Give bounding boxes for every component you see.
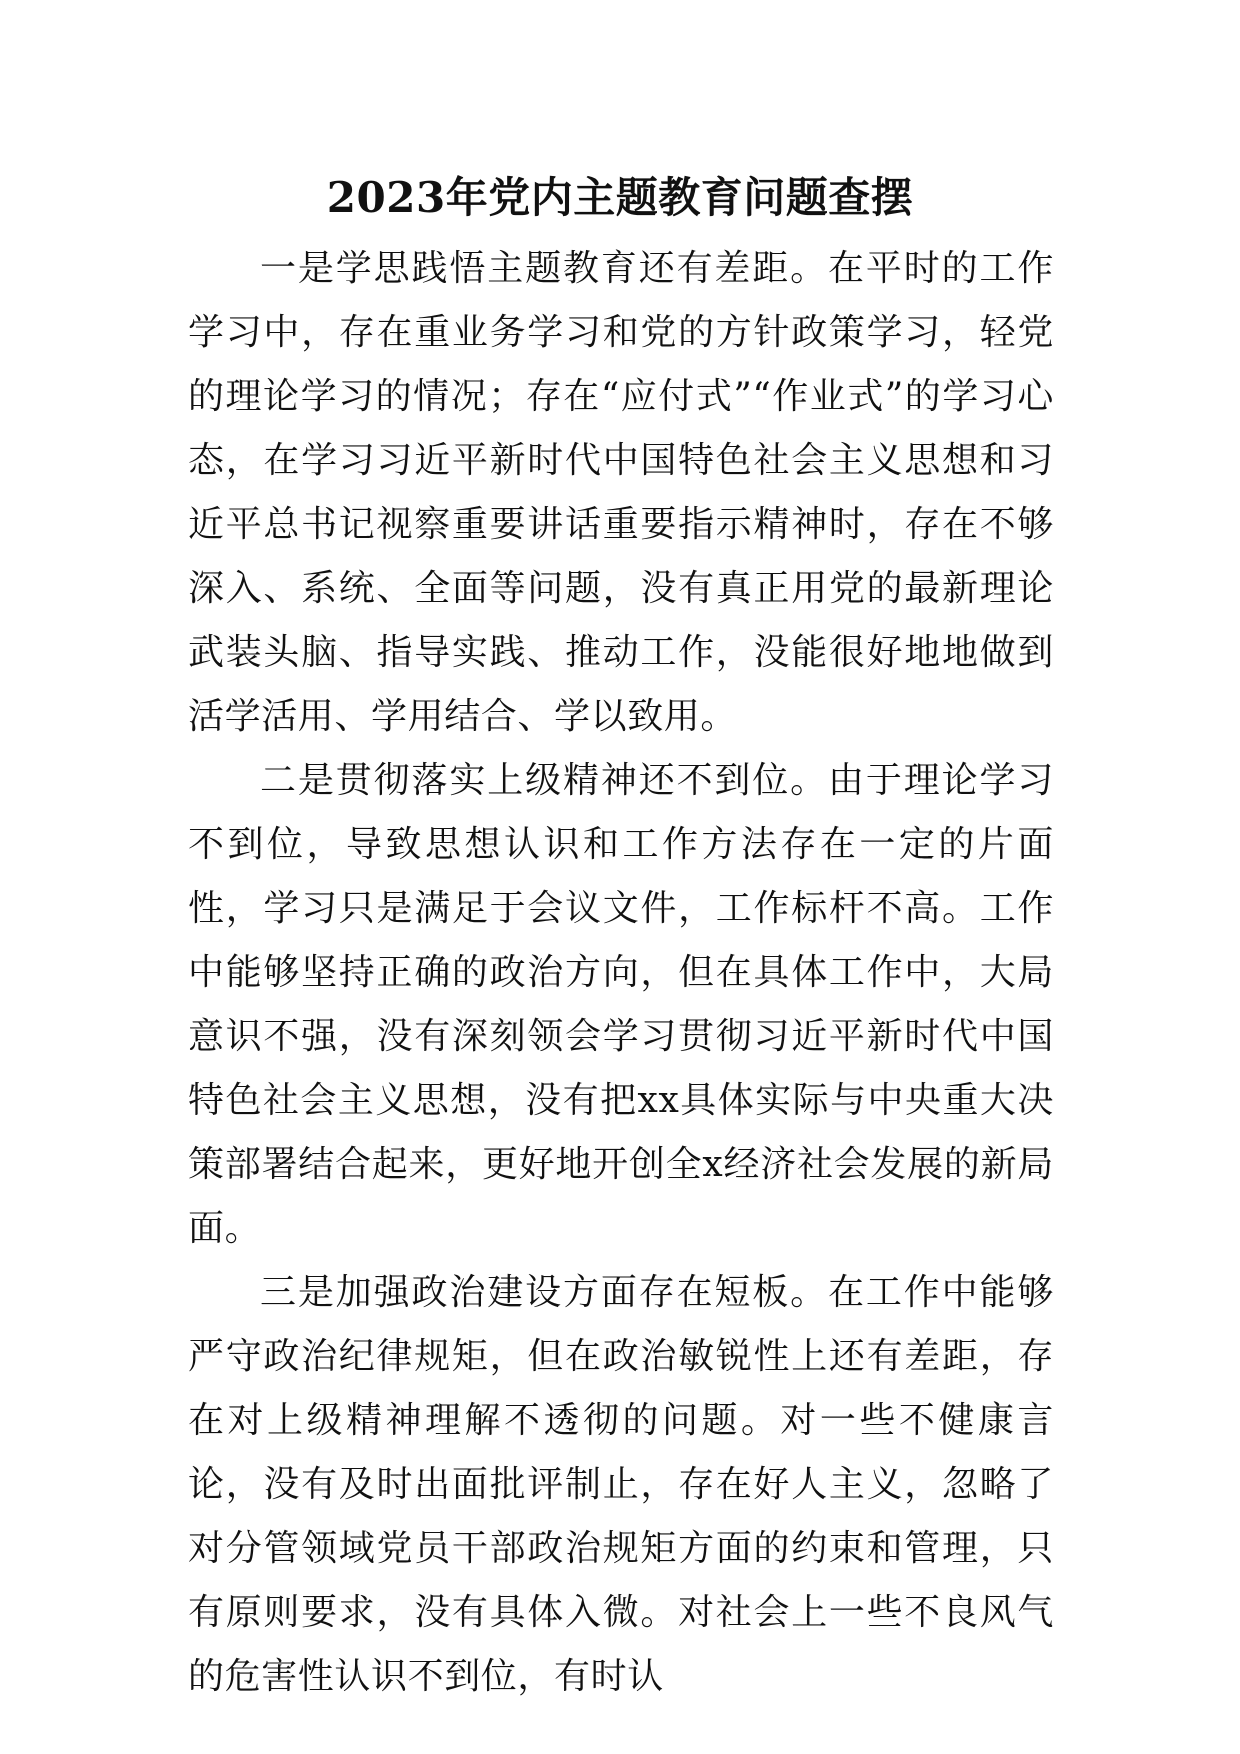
- document-title: 2023年党内主题教育问题查摆: [326, 173, 914, 222]
- paragraph-2: 二是贯彻落实上级精神还不到位。由于理论学习不到位，导致思想认识和工作方法存在一定的片面性，学习只是满足于会议文件，工作标杆不高。工作中能够坚持正确的政治方向，但在具体工作中，大局意识不强，没有深刻领会学习贯彻习近平新时代中国特色社会主义思想，没有把xx具体实际与中央重大决策部署结合起来，更好地开创全x经济社会发展的新局面。: [188, 760, 1054, 1249]
- paragraph-3: 三是加强政治建设方面存在短板。在工作中能够严守政治纪律规矩，但在政治敏锐性上还有差距，存在对上级精神理解不透彻的问题。对一些不健康言论，没有及时出面批评制止，存在好人主义，忽略了对分管领域党员干部政治规矩方面的约束和管理，只有原则要求，没有具体入微。对社会上一些不良风气的危害性认识不到位，有时认: [188, 1272, 1054, 1697]
- document-body: [188, 237, 1054, 1709]
- paragraph-1: 一是学思践悟主题教育还有差距。在平时的工作学习中，存在重业务学习和党的方针政策学习，轻党的理论学习的情况；存在“应付式”“作业式”的学习心态，在学习习近平新时代中国特色社会主义思想和习近平总书记视察重要讲话重要指示精神时，存在不够深入、系统、全面等问题，没有真正用党的最新理论武装头脑、指导实践、推动工作，没能很好地地做到活学活用、学用结合、学以致用。: [188, 248, 1054, 737]
